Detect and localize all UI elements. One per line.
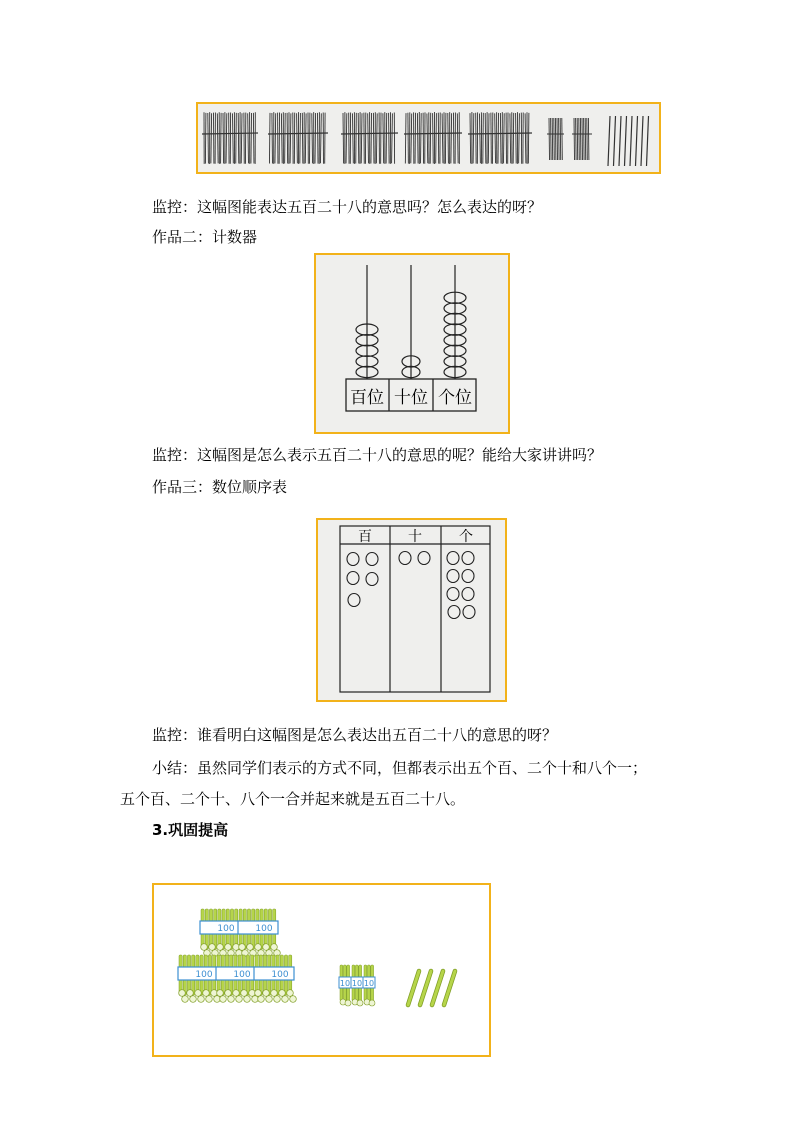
paragraph-question-3: 监控：谁看明白这幅图是怎么表达出五百二十八的意思的呀？ — [152, 726, 558, 744]
abacus-drawing — [316, 255, 508, 432]
hundred-label: 100 — [217, 924, 235, 934]
hundred-label: 100 — [195, 970, 213, 980]
paragraph-question-2: 监控：这幅图是怎么表示五百二十八的意思的呢？能给大家讲讲吗？ — [152, 446, 603, 464]
table-header-hundreds: 百 — [358, 529, 372, 545]
counter-circle — [347, 572, 359, 585]
ten-label: 10 — [351, 979, 363, 988]
hundred-stick-bundle — [341, 112, 398, 164]
single-stick — [619, 116, 621, 166]
ten-bundle-icon — [363, 965, 375, 1006]
hundred-stick-bundle — [404, 112, 462, 164]
counter-circle — [448, 606, 460, 619]
hundred-bundle-icon — [238, 909, 280, 956]
hundred-label: 100 — [233, 970, 251, 980]
counter-circle — [463, 606, 475, 619]
ten-label: 10 — [339, 979, 351, 988]
counter-circle — [348, 594, 360, 607]
counter-circle — [447, 570, 459, 583]
abacus-label-tens: 十位 — [394, 388, 428, 408]
counter-circle — [447, 552, 459, 565]
hundred-stick-bundle — [202, 112, 258, 164]
counter-circle — [399, 552, 411, 565]
counter-circle — [347, 553, 359, 566]
hundred-label: 100 — [255, 924, 273, 934]
counter-circle — [462, 570, 474, 583]
counter-circle — [366, 573, 378, 586]
summary-line-2: 五个百、二个十、八个一合并起来就是五百二十八。 — [120, 790, 466, 808]
single-stick — [647, 116, 649, 166]
table-header-tens: 十 — [408, 529, 422, 545]
ten-label: 10 — [363, 979, 375, 988]
counter-circle — [447, 588, 459, 601]
table-outline — [340, 526, 490, 692]
hundred-bundle-icon — [178, 955, 220, 1002]
place-value-table-figure — [316, 518, 507, 702]
stick-bundles-drawing — [154, 885, 489, 1055]
hundred-bundle-icon — [216, 955, 258, 1002]
abacus-label-hundreds: 百位 — [350, 388, 384, 408]
single-stick — [630, 116, 632, 166]
summary-line-1: 小结：虽然同学们表示的方式不同，但都表示出五个百、二个十和八个一； — [152, 759, 648, 777]
ten-bundle-icon — [351, 965, 363, 1006]
table-header-ones: 个 — [459, 529, 473, 545]
single-stick — [614, 116, 616, 166]
work-three-title: 作品三：数位顺序表 — [152, 478, 288, 496]
counter-circle — [462, 552, 474, 565]
counter-circle — [418, 552, 430, 565]
hundred-bundle-icon — [200, 909, 242, 956]
place-value-table-drawing — [318, 520, 505, 700]
counter-circle — [366, 553, 378, 566]
counter-circle — [462, 588, 474, 601]
paragraph-question-1: 监控：这幅图能表达五百二十八的意思吗？怎么表达的呀？ — [152, 198, 543, 216]
ten-stick-bundle — [547, 118, 564, 160]
single-stick — [608, 116, 610, 166]
ten-stick-bundle — [572, 118, 592, 160]
stick-bundles-figure — [152, 883, 491, 1057]
abacus-figure — [314, 253, 510, 434]
single-stick — [636, 116, 638, 166]
hundred-bundle-icon — [254, 955, 296, 1002]
tally-sticks-drawing — [198, 104, 659, 172]
section-heading: 3.巩固提高 — [152, 821, 229, 839]
work-two-title: 作品二：计数器 — [152, 228, 258, 246]
single-stick — [625, 116, 627, 166]
ten-bundle-icon — [339, 965, 351, 1006]
single-stick — [641, 116, 643, 166]
hundred-label: 100 — [271, 970, 289, 980]
hundred-stick-bundle — [468, 112, 532, 164]
hundred-stick-bundle — [268, 112, 328, 164]
tally-sticks-figure — [196, 102, 661, 174]
abacus-label-ones: 个位 — [438, 388, 472, 408]
